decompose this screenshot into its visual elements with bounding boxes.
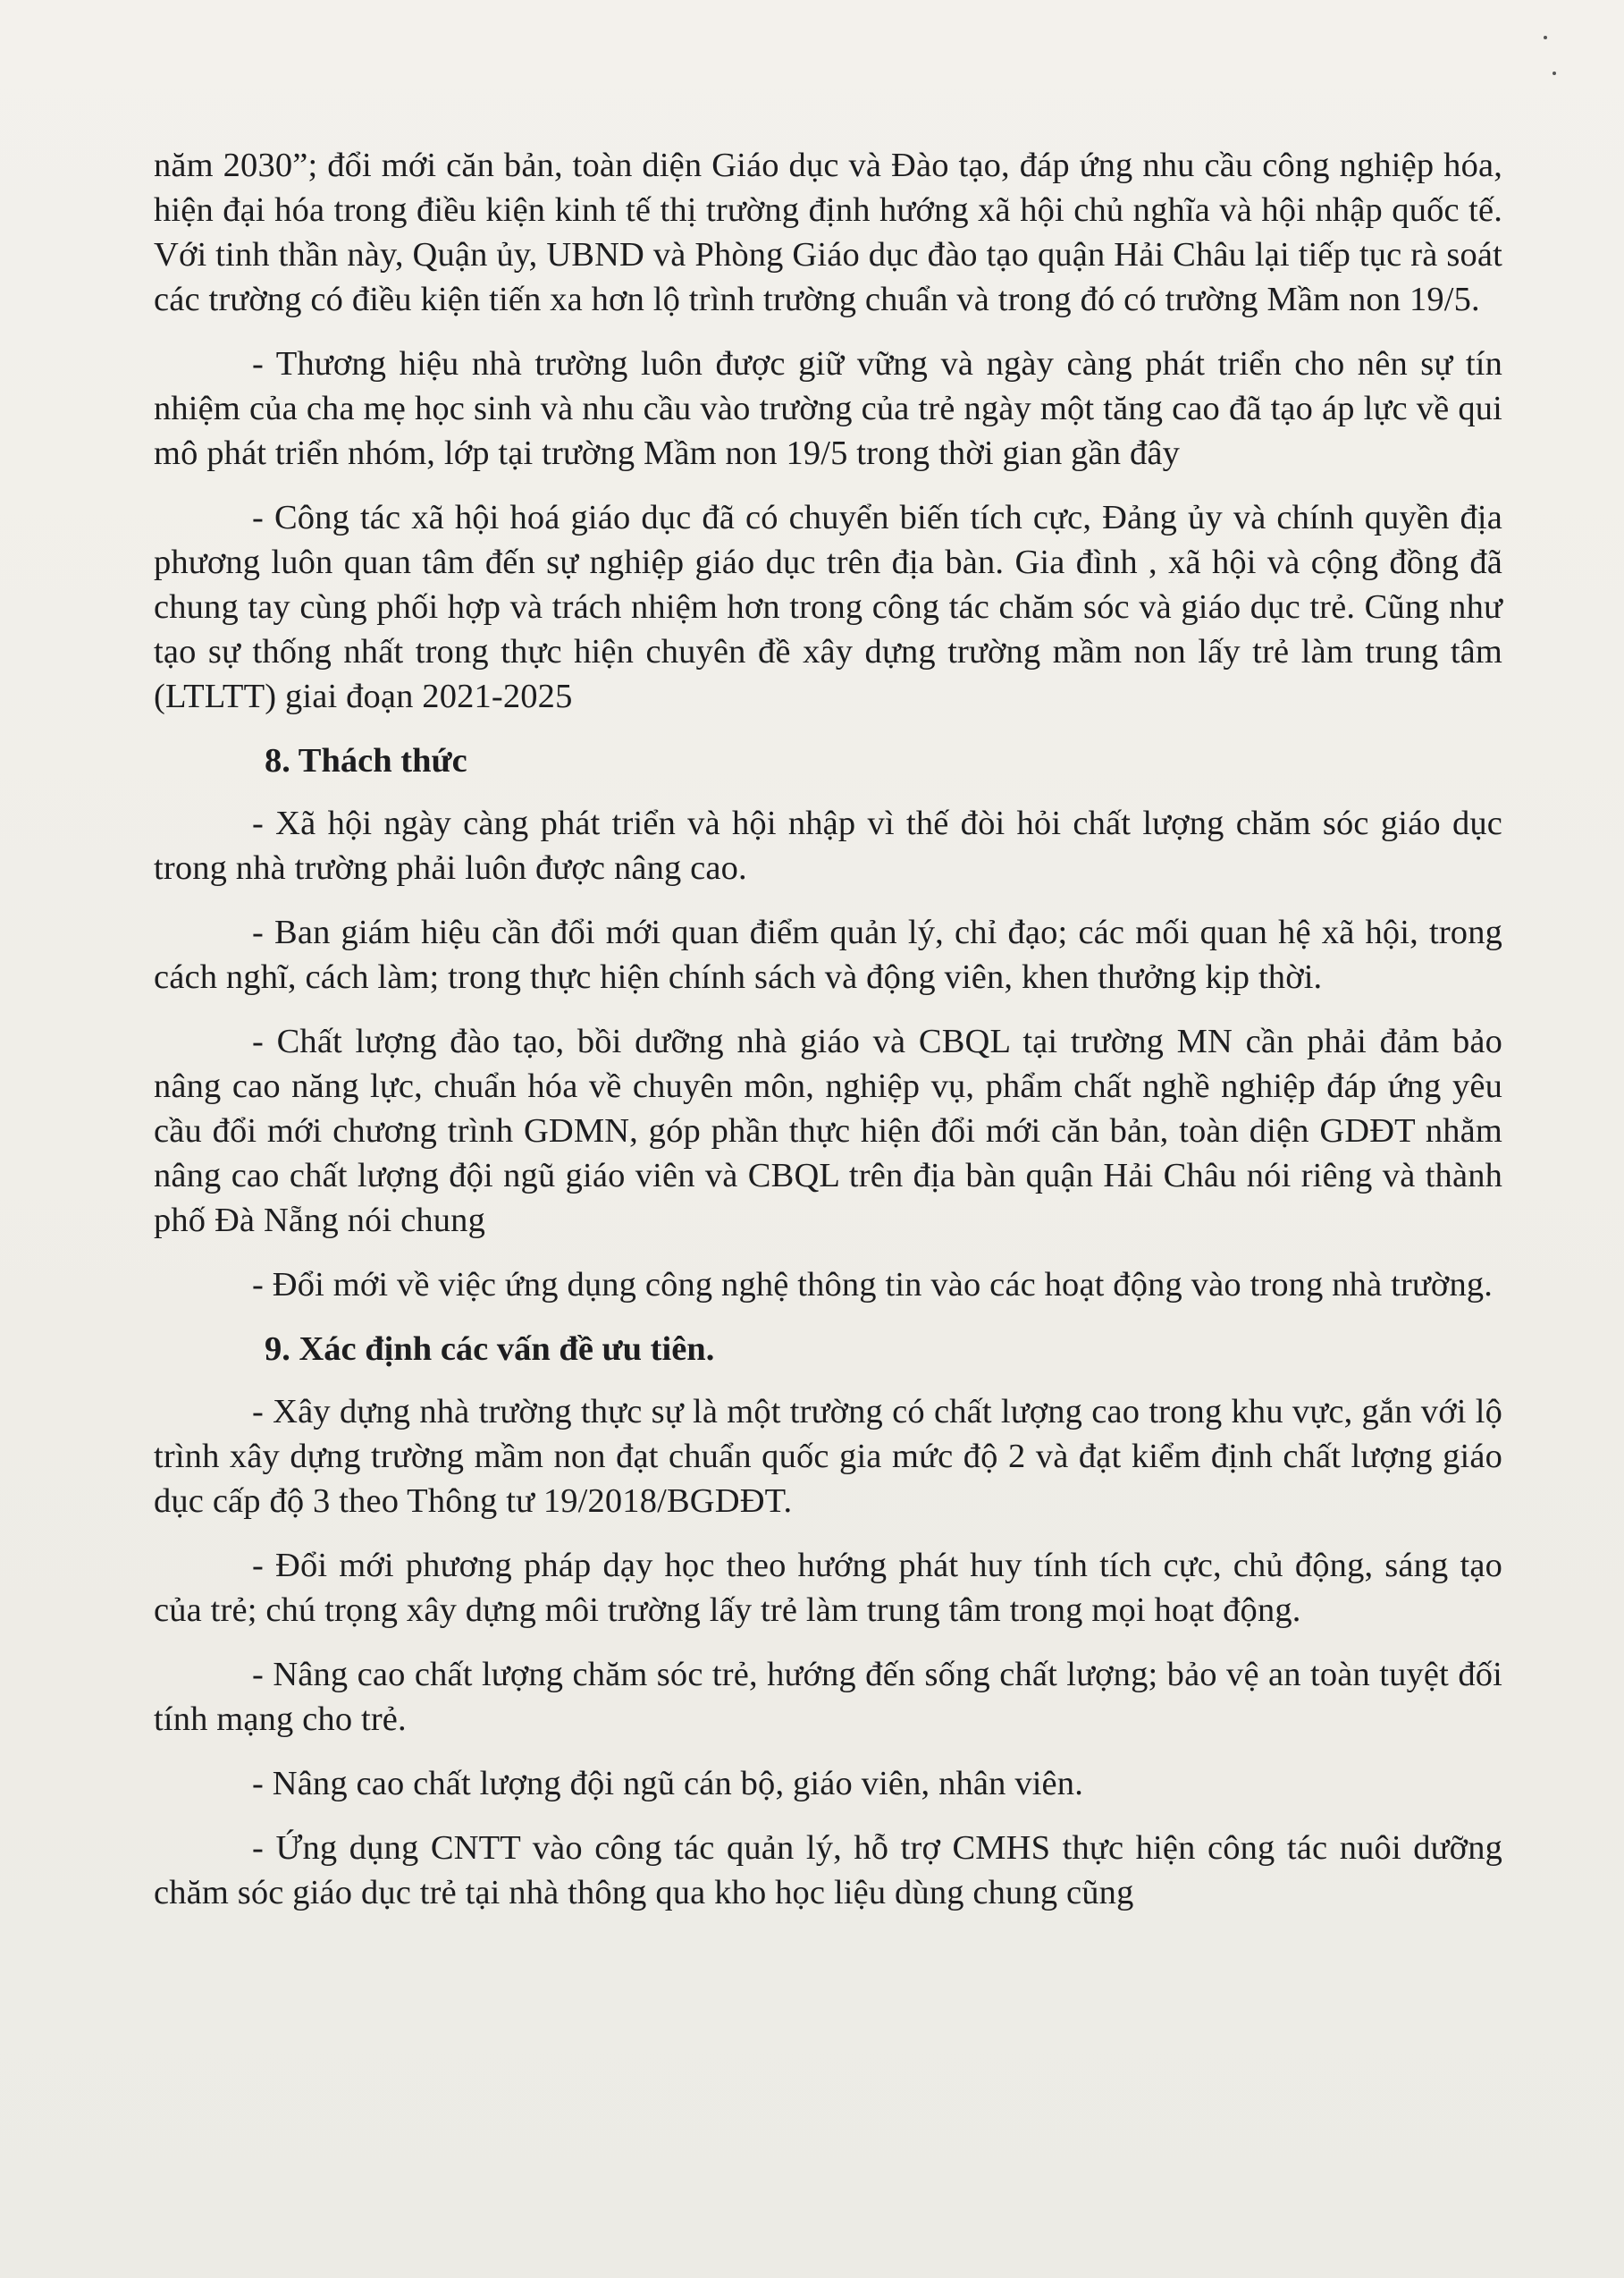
section-9-paragraph: - Nâng cao chất lượng chăm sóc trẻ, hướng đến sống chất lượng; bảo vệ an toàn tuyệt đối tính mạng cho trẻ. (154, 1656, 1502, 1738)
section-8-paragraph: - Chất lượng đào tạo, bồi dưỡng nhà giáo và CBQL tại trường MN cần phải đảm bảo nâng cao năng lực, chuẩn hóa về chuyên môn, nghiệp vụ, phẩm chất nghề nghiệp đáp ứng yêu cầu đổi mới chương trình GDMN, góp phần thực hiện đổi mới căn bản, toàn diện GDĐT nhằm nâng cao chất lượng đội ngũ giáo viên và CBQL trên địa bàn quận Hải Châu nói riêng và thành phố Đà Nẵng nói chung (154, 1023, 1502, 1239)
paragraph-intro-continuation: năm 2030”; đổi mới căn bản, toàn diện Giáo dục và Đào tạo, đáp ứng nhu cầu công nghiệp hóa, hiện đại hóa trong điều kiện kinh tế thị trường định hướng xã hội chủ nghĩa và hội nhập quốc tế. Với tinh thần này, Quận ủy, UBND và Phòng Giáo dục đào tạo quận Hải Châu lại tiếp tục rà soát các trường có điều kiện tiến xa hơn lộ trình trường chuẩn và trong đó có trường Mầm non 19/5. (154, 147, 1502, 318)
paragraph-socialization: - Công tác xã hội hoá giáo dục đã có chuyển biến tích cực, Đảng ủy và chính quyền địa phương luôn quan tâm đến sự nghiệp giáo dục trên địa bàn. Gia đình , xã hội và cộng đồng đã chung tay cùng phối hợp và trách nhiệm hơn trong công tác chăm sóc và giáo dục trẻ. Cũng như tạo sự thống nhất trong thực hiện chuyên đề xây dựng trường mầm non lấy trẻ làm trung tâm (LTLTT) giai đoạn 2021-2025 (154, 499, 1502, 715)
section-9-paragraph: - Nâng cao chất lượng đội ngũ cán bộ, giáo viên, nhân viên. (252, 1765, 1083, 1802)
section-8-paragraph: - Xã hội ngày càng phát triển và hội nhập vì thế đòi hỏi chất lượng chăm sóc giáo dục trong nhà trường phải luôn được nâng cao. (154, 805, 1502, 887)
section-9-paragraph: - Xây dựng nhà trường thực sự là một trường có chất lượng cao trong khu vực, gắn với lộ trình xây dựng trường mầm non đạt chuẩn quốc gia mức độ 2 và đạt kiểm định chất lượng giáo dục cấp độ 3 theo Thông tư 19/2018/BGDĐT. (154, 1393, 1502, 1520)
section-8-paragraph: - Ban giám hiệu cần đổi mới quan điểm quản lý, chỉ đạo; các mối quan hệ xã hội, trong cách nghĩ, cách làm; trong thực hiện chính sách và động viên, khen thưởng kịp thời. (154, 914, 1502, 996)
section-9-paragraph: - Đổi mới phương pháp dạy học theo hướng phát huy tính tích cực, chủ động, sáng tạo của trẻ; chú trọng xây dựng môi trường lấy trẻ làm trung tâm trong mọi hoạt động. (154, 1547, 1502, 1629)
section-9-heading: 9. Xác định các vấn đề ưu tiên. (265, 1330, 715, 1368)
section-8-paragraph: - Đổi mới về việc ứng dụng công nghệ thông tin vào các hoạt động vào trong nhà trường. (252, 1266, 1494, 1304)
paper-specks (1544, 36, 1561, 89)
speck (1552, 72, 1556, 75)
paragraph-brand: - Thương hiệu nhà trường luôn được giữ vững và ngày càng phát triển cho nên sự tín nhiệm của cha mẹ học sinh và nhu cầu vào trường của trẻ ngày một tăng cao đã tạo áp lực về qui mô phát triển nhóm, lớp tại trường Mầm non 19/5 trong thời gian gần đây (154, 345, 1502, 472)
section-9-paragraph: - Ứng dụng CNTT vào công tác quản lý, hỗ trợ CMHS thực hiện công tác nuôi dưỡng chăm sóc giáo dục trẻ tại nhà thông qua kho học liệu dùng chung cũng (154, 1829, 1502, 1911)
section-8-heading: 8. Thách thức (265, 742, 467, 780)
speck (1544, 36, 1547, 39)
